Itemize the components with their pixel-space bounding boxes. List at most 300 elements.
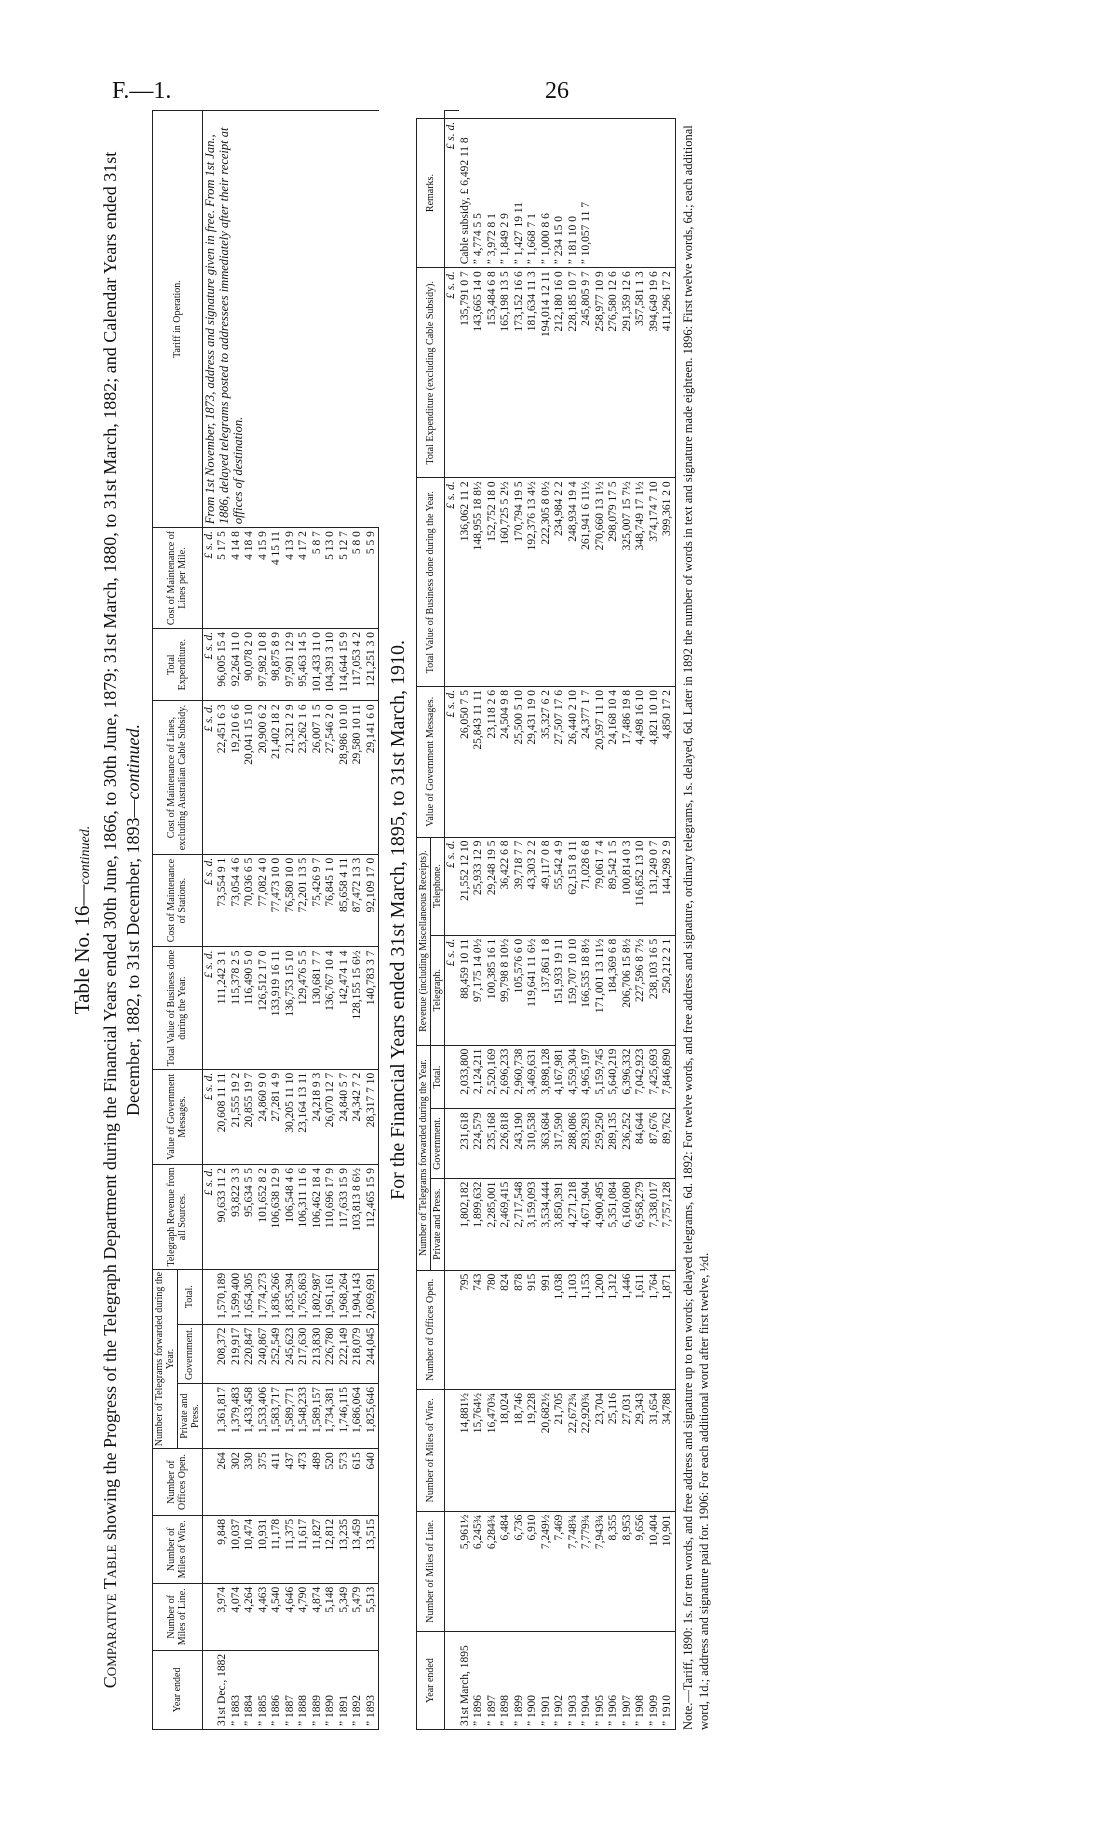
remark-cell: ” 181 10 0	[567, 118, 581, 267]
table-cell: 73,554 9 1	[216, 854, 230, 947]
table-cell: 6,958,279	[634, 1178, 648, 1270]
table-cell: ” 1890	[324, 1650, 338, 1729]
col-telegrams-group: Number of Telegrams forwarded during the Year.	[152, 1269, 177, 1448]
remark-cell: ” 1,849 2 9	[499, 118, 513, 267]
table-cell: 411	[270, 1449, 284, 1516]
table-cell: 170,794 19 5	[513, 478, 527, 687]
table-cell: 4,264	[243, 1583, 257, 1650]
table-cell: 114,644 15 9	[338, 628, 352, 700]
table-cell: 374,174 7 10	[648, 478, 662, 687]
table-cell: 248,934 19 4	[567, 478, 581, 687]
table-cell: 1,589,157	[311, 1384, 325, 1449]
table-cell: 226,780	[324, 1324, 338, 1383]
table-cell: ” 1897	[486, 1632, 500, 1730]
table-cell: 2,069,691	[365, 1269, 379, 1324]
table-cell: 473	[297, 1449, 311, 1516]
table-cell: 34,788	[661, 1389, 675, 1511]
table-cell: 84,644	[634, 1109, 648, 1178]
table-row	[513, 111, 527, 1730]
table-cell: 217,630	[297, 1324, 311, 1383]
table-cell: 22,672¾	[567, 1389, 581, 1511]
table-cell: 4,646	[284, 1583, 298, 1650]
table-row	[553, 111, 567, 1730]
table-cell: 244,045	[365, 1324, 379, 1383]
table-cell: 227,596 8 7½	[634, 935, 648, 1045]
table-cell: 4,821 10 10	[648, 687, 662, 837]
table-cell: 95,634 5 5	[243, 1164, 257, 1269]
table-cell: 27,031	[621, 1389, 635, 1511]
table-cell: 173,152 16 6	[513, 268, 527, 478]
table-cell: 111,242 3 1	[216, 947, 230, 1069]
col-business: Total Value of Business done during the Year.	[152, 947, 202, 1069]
table-cell: 6,284¾	[486, 1511, 500, 1631]
table-cell: 915	[526, 1270, 540, 1389]
table-cell: 194,014 12 11	[540, 268, 554, 478]
table-cell: 73,054 4 6	[230, 854, 244, 947]
table-cell: 36,422 6 8	[499, 837, 513, 935]
table-cell: 2,717,548	[513, 1178, 527, 1270]
table-cell: 264	[216, 1449, 230, 1516]
table-cell: 19,210 6 6	[230, 701, 244, 854]
table-cell: ” 1904	[580, 1632, 594, 1730]
table-cell: 20,900 6 2	[257, 701, 271, 854]
table-title-suffix: continued.	[123, 724, 144, 800]
blank-cell	[202, 1650, 216, 1729]
table-cell: 1,533,406	[257, 1384, 271, 1449]
col-private: Private and Press.	[177, 1384, 202, 1449]
table-cell: 76,845 1 0	[324, 854, 338, 947]
blank-cell	[202, 1449, 216, 1516]
blank-cell	[202, 1324, 216, 1383]
table-cell: 4 17 2	[297, 528, 311, 629]
table-cell: 23,262 1 6	[297, 701, 311, 854]
table-cell: 101,433 11 0	[311, 628, 325, 700]
table-cell: 27,281 4 9	[270, 1069, 284, 1164]
table-cell: ” 1896	[472, 1632, 486, 1730]
col-total: Total.	[431, 1045, 445, 1109]
table-cell: 85,658 4 11	[338, 854, 352, 947]
table-cell: 30,205 11 10	[284, 1069, 298, 1164]
remark-cell: ” 4,774 5 5	[472, 118, 486, 267]
table-cell: 7,757,128	[661, 1178, 675, 1270]
table-cell: 615	[351, 1449, 365, 1516]
col-telephone: Telephone.	[431, 837, 445, 935]
table-cell: 136,767 10 4	[324, 947, 338, 1069]
table-cell: 1,654,305	[243, 1269, 257, 1324]
table-cell: 77,082 4 0	[257, 854, 271, 947]
table-cell: 1,825,646	[365, 1384, 379, 1449]
table-cell: 24,218 9 3	[311, 1069, 325, 1164]
table-cell: 137,861 1 8	[540, 935, 554, 1045]
table-cell: ” 1900	[526, 1632, 540, 1730]
table-cell: 89,542 1 5	[607, 837, 621, 935]
table-cell: 302	[230, 1449, 244, 1516]
table-cell: 112,465 15 9	[365, 1164, 379, 1269]
table-cell: 6,736	[513, 1511, 527, 1631]
table-cell: 245,805 9 7	[580, 268, 594, 478]
table-cell: 261,941 6 11½	[580, 478, 594, 687]
table-cell: 1,835,394	[284, 1269, 298, 1324]
table-cell: 103,813 8 6½	[351, 1164, 365, 1269]
col-business: Total Value of Business done during the Year.	[417, 478, 445, 687]
table-cell: 7,425,693	[648, 1045, 662, 1109]
table-cell: 27,546 2 0	[324, 701, 338, 854]
table-row	[661, 111, 675, 1730]
table-cell: 20,597 11 10	[594, 687, 608, 837]
table-cell: 1,570,189	[216, 1269, 230, 1324]
table-cell: ” 1891	[338, 1650, 352, 1729]
table-cell: 236,252	[621, 1109, 635, 1178]
table-cell: 20,041 15 10	[243, 701, 257, 854]
table-cell: 31st Dec., 1882	[216, 1650, 230, 1729]
table-cell: 4,874	[311, 1583, 325, 1650]
table-cell: 39,718 7 7	[513, 837, 527, 935]
table-cell: 24,504 9 8	[499, 687, 513, 837]
table-cell: 2,124,211	[472, 1045, 486, 1109]
table-cell: 5,148	[324, 1583, 338, 1650]
table-row	[580, 111, 594, 1730]
table-cell: 101,652 8 2	[257, 1164, 271, 1269]
table-cell: 212,180 16 0	[553, 268, 567, 478]
table-cell: 7,846,890	[661, 1045, 675, 1109]
table-cell: 7,779¾	[580, 1511, 594, 1631]
table-cell: 238,103 16 5	[648, 935, 662, 1045]
table-cell: 25,843 11 11	[472, 687, 486, 837]
remark-cell	[648, 118, 662, 267]
blank-cell	[445, 1178, 459, 1270]
table-cell: 88,459 10 11	[459, 935, 473, 1045]
table-cell: 1,961,161	[324, 1269, 338, 1324]
telegraph-table-1895-1910	[416, 110, 676, 1730]
table-cell: 234,984 2 2	[553, 478, 567, 687]
table-cell: 92,264 11 0	[230, 628, 244, 700]
table-cell: 192,376 13 4½	[526, 478, 540, 687]
table-cell: 98,875 8 9	[270, 628, 284, 700]
table-cell: 159,707 10 10	[567, 935, 581, 1045]
table-cell: 26,050 7 5	[459, 687, 473, 837]
unit-label: £ s. d.	[202, 1164, 216, 1269]
col-gov-value: Value of Government Messages.	[152, 1069, 202, 1164]
blank-cell	[445, 1632, 459, 1730]
table-cell: 2,285,001	[486, 1178, 500, 1270]
table-cell: 8,953	[621, 1511, 635, 1631]
table-cell: 136,062 11 2	[459, 478, 473, 687]
table-cell: 5 5 9	[365, 528, 379, 629]
table-cell: 7,338,017	[648, 1178, 662, 1270]
table-cell: 2,960,738	[513, 1045, 527, 1109]
table-cell: 218,079	[351, 1324, 365, 1383]
unit-label: £ s. d.	[202, 628, 216, 700]
table-cell: 70,036 6 5	[243, 854, 257, 947]
table-cell: 142,474 1 4	[338, 947, 352, 1069]
table-cell: 23,164 13 11	[297, 1069, 311, 1164]
table-cell: 4,559,304	[567, 1045, 581, 1109]
table-cell: 1,871	[661, 1270, 675, 1389]
table-cell: ” 1889	[311, 1650, 325, 1729]
table-cell: ” 1905	[594, 1632, 608, 1730]
table-cell: 43,303 2 2	[526, 837, 540, 935]
table-cell: 26,440 2 10	[567, 687, 581, 837]
table-cell: ” 1909	[648, 1632, 662, 1730]
table-cell: 5,159,745	[594, 1045, 608, 1109]
remark-cell: Cable subsidy, £ 6,492 11 8	[459, 118, 473, 267]
table-cell: 21,402 18 2	[270, 701, 284, 854]
table-cell: 1,904,143	[351, 1269, 365, 1324]
table-cell: 106,638 12 9	[270, 1164, 284, 1269]
table-cell: 1,038	[553, 1270, 567, 1389]
table-cell: 133,919 16 11	[270, 947, 284, 1069]
table-cell: 1,774,273	[257, 1269, 271, 1324]
table-cell: 206,706 15 8½	[621, 935, 635, 1045]
table-cell: 4,671,904	[580, 1178, 594, 1270]
table-row	[594, 111, 608, 1730]
table-cell: 6,160,080	[621, 1178, 635, 1270]
table-cell: 76,580 10 0	[284, 854, 298, 947]
table-cell: 13,459	[351, 1515, 365, 1583]
table-cell: 243,190	[513, 1109, 527, 1178]
remark-cell	[621, 118, 635, 267]
table-cell: 219,917	[230, 1324, 244, 1383]
remark-cell: ” 10,057 11 7	[580, 118, 594, 267]
unit-label: £ s. d.	[202, 947, 216, 1069]
table-cell: 29,141 6 0	[365, 701, 379, 854]
table-cell: 1,765,863	[297, 1269, 311, 1324]
table-number: Table No. 16—continued.	[70, 825, 94, 1015]
table-cell: 1,734,381	[324, 1384, 338, 1449]
table-title-lead: Comparative Table	[100, 1544, 120, 1689]
table-cell: 222,149	[338, 1324, 352, 1383]
table-cell: 153,484 6 8	[486, 268, 500, 478]
table-cell: 10,901	[661, 1511, 675, 1631]
blank-cell	[202, 1269, 216, 1324]
table-cell: 6,910	[526, 1511, 540, 1631]
col-total: Total.	[177, 1269, 202, 1324]
col-lines: Cost of Maintenance of Lines, excluding Australian Cable Subsidy.	[152, 701, 202, 854]
table-cell: 824	[499, 1270, 513, 1389]
table-cell: 4 14 8	[230, 528, 244, 629]
table-cell: 5 13 0	[324, 528, 338, 629]
table-cell: 71,028 6 8	[580, 837, 594, 935]
table-cell: 1,611	[634, 1270, 648, 1389]
table-cell: 3,974	[216, 1583, 230, 1650]
table-cell: 1,548,233	[297, 1384, 311, 1449]
table-cell: 1,836,266	[270, 1269, 284, 1324]
table-cell: 7,042,923	[634, 1045, 648, 1109]
table-cell: 21,321 2 9	[284, 701, 298, 854]
unit-label: £ s. d.	[202, 701, 216, 854]
table-cell: 330	[243, 1449, 257, 1516]
col-offices: Number of Offices Open.	[152, 1449, 202, 1516]
table-cell: 135,791 0 7	[459, 268, 473, 478]
table-cell: 4,900,495	[594, 1178, 608, 1270]
table-cell: 240,867	[257, 1324, 271, 1383]
table-cell: 29,431 19 0	[526, 687, 540, 837]
table-cell: ” 1907	[621, 1632, 635, 1730]
blank-cell	[445, 1389, 459, 1511]
table-cell: 90,633 11 2	[216, 1164, 230, 1269]
table-cell: 23,704	[594, 1389, 608, 1511]
col-miles-wire: Number of Miles of Wire.	[152, 1515, 202, 1583]
table-cell: 27,507 17 6	[553, 687, 567, 837]
table-cell: 29,580 10 11	[351, 701, 365, 854]
table-cell: 8,355	[607, 1511, 621, 1631]
footnote: Note.—Tariff, 1890: 1s. for ten words, and free address and signature up to ten words; delayed telegrams, 6d. 1892: For twelve words, and free address and signature, ordinary telegrams, 1s. delayed, 6d. Later in 1892 the number of words in text and signature made eighteen. 1896: First twelve words, 6d.; each additional word, 1d.; address and signature paid for. 1906: For each additional word after first twelve, ½d.	[680, 125, 712, 1730]
unit-label: £ s. d.	[445, 687, 459, 837]
table-cell: 5 8 7	[311, 528, 325, 629]
table-cell: 16,470¾	[486, 1389, 500, 1511]
unit-label: £ s. d.	[445, 118, 459, 267]
table-cell: 171,001 13 11½	[594, 935, 608, 1045]
remark-cell	[661, 118, 675, 267]
col-miles-line: Number of Miles of Line.	[417, 1511, 445, 1631]
table-cell: 288,086	[567, 1109, 581, 1178]
table-cell: 4 18 4	[243, 528, 257, 629]
table-cell: 29,343	[634, 1389, 648, 1511]
table-cell: 213,830	[311, 1324, 325, 1383]
table-cell: 117,633 15 9	[338, 1164, 352, 1269]
table-cell: 105,576 6 0	[513, 935, 527, 1045]
table-cell: 96,005 15 4	[216, 628, 230, 700]
table-cell: 93,822 3 3	[230, 1164, 244, 1269]
blank-cell	[445, 1270, 459, 1389]
table-cell: 7,469	[553, 1511, 567, 1631]
table-cell: 363,684	[540, 1109, 554, 1178]
page-number: 26	[545, 78, 569, 104]
table-cell: 10,404	[648, 1511, 662, 1631]
unit-label: £ s. d.	[202, 528, 216, 629]
table-cell: 24,168 10 4	[607, 687, 621, 837]
table-cell: 22,451 6 3	[216, 701, 230, 854]
table-cell: 116,490 5 0	[243, 947, 257, 1069]
table-cell: 3,159,093	[526, 1178, 540, 1270]
table-cell: 62,151 8 11	[567, 837, 581, 935]
table-cell: 4,074	[230, 1583, 244, 1650]
table-cell: 143,665 14 0	[472, 268, 486, 478]
table-cell: 231,618	[459, 1109, 473, 1178]
table-cell: 166,535 18 8½	[580, 935, 594, 1045]
table-cell: 15,764½	[472, 1389, 486, 1511]
table-cell: 90,078 2 0	[243, 628, 257, 700]
table-cell: 18,024	[499, 1389, 513, 1511]
col-gov-value: Value of Government Messages.	[417, 687, 445, 837]
table-cell: 29,248 19 5	[486, 837, 500, 935]
table-cell: 21,552 12 10	[459, 837, 473, 935]
remark-cell: ” 1,000 8 6	[540, 118, 554, 267]
table-cell: 106,548 4 6	[284, 1164, 298, 1269]
table-cell: ” 1906	[607, 1632, 621, 1730]
table-row	[607, 111, 621, 1730]
table-cell: 10,474	[243, 1515, 257, 1583]
table-cell: 100,385 16 1	[486, 935, 500, 1045]
table-cell: 4,498 16 10	[634, 687, 648, 837]
table-cell: ” 1883	[230, 1650, 244, 1729]
table-cell: 258,977 10 9	[594, 268, 608, 478]
table-cell: 743	[472, 1270, 486, 1389]
table-cell: 20,682½	[540, 1389, 554, 1511]
col-tariff: Tariff in Operation.	[152, 111, 202, 528]
table-cell: 49,117 0 8	[540, 837, 554, 935]
blank-cell	[445, 1045, 459, 1109]
table-cell: 399,361 2 0	[661, 478, 675, 687]
table-cell: 119,641 11 6½	[526, 935, 540, 1045]
blank-cell	[202, 1515, 216, 1583]
table-cell: 573	[338, 1449, 352, 1516]
table-cell: 1,200	[594, 1270, 608, 1389]
table-cell: 10,037	[230, 1515, 244, 1583]
table-cell: 1,361,817	[216, 1384, 230, 1449]
table-cell: 3,898,128	[540, 1045, 554, 1109]
table-cell: 3,469,631	[526, 1045, 540, 1109]
table-cell: 20,855 19 7	[243, 1069, 257, 1164]
table-row	[526, 111, 540, 1730]
col-telegraph: Telegraph.	[431, 935, 445, 1045]
table-title-text: showing the Progress of the Telegraph Department during the Financial Years ended 30th June, 1866, to 30th June, 1879; 31st March, 1880, to 31st March, 1882; and Calendar Years ended 31st December, 1882, to 31st December, 1893—	[100, 151, 144, 1540]
table-row	[540, 111, 554, 1730]
table-cell: 129,476 5 5	[297, 947, 311, 1069]
table-cell: 11,178	[270, 1515, 284, 1583]
table-cell: 97,901 12 9	[284, 628, 298, 700]
table-cell: 104,391 3 10	[324, 628, 338, 700]
table-cell: 4,965,197	[580, 1045, 594, 1109]
table-cell: 235,168	[486, 1109, 500, 1178]
table-cell: ” 1903	[567, 1632, 581, 1730]
table-cell: 259,250	[594, 1109, 608, 1178]
table-cell: 1,103	[567, 1270, 581, 1389]
table-cell: 228,185 10 7	[567, 268, 581, 478]
table-cell: 140,783 3 7	[365, 947, 379, 1069]
table-cell: 24,840 5 7	[338, 1069, 352, 1164]
table-cell: 72,201 13 5	[297, 854, 311, 947]
col-government: Government.	[177, 1324, 202, 1383]
table-cell: 115,378 2 5	[230, 947, 244, 1069]
table-title	[99, 120, 146, 1720]
blank-cell	[202, 1384, 216, 1449]
remark-cell	[594, 118, 608, 267]
table-cell: ” 1887	[284, 1650, 298, 1729]
table-cell: 4,463	[257, 1583, 271, 1650]
table-cell: 348,749 17 1½	[634, 478, 648, 687]
table-cell: 21,705	[553, 1389, 567, 1511]
table-cell: 1,153	[580, 1270, 594, 1389]
table-cell: 97,982 10 8	[257, 628, 271, 700]
table-cell: ” 1901	[540, 1632, 554, 1730]
table-cell: 325,007 15 7½	[621, 478, 635, 687]
table-cell: 437	[284, 1449, 298, 1516]
tariff-text: From 1st November, 1873, address and signature given in free. From 1st Jan., 1886, delayed telegrams posted to addressees immediately after their receipt at offices of destination.	[202, 111, 379, 528]
table-cell: 87,676	[648, 1109, 662, 1178]
remark-cell	[607, 118, 621, 267]
remark-cell: ” 3,972 8 1	[486, 118, 500, 267]
table-row	[621, 111, 635, 1730]
table-cell: 10,931	[257, 1515, 271, 1583]
col-revenue-group: Revenue (including Miscellaneous Receipts).	[417, 837, 431, 1045]
table-row	[472, 111, 486, 1730]
table-cell: 24,377 1 7	[580, 687, 594, 837]
blank-cell	[202, 1583, 216, 1650]
table-cell: 520	[324, 1449, 338, 1516]
col-year: Year ended	[152, 1650, 202, 1729]
table-cell: 226,818	[499, 1109, 513, 1178]
table-cell: 5,513	[365, 1583, 379, 1650]
table-cell: 117,053 4 2	[351, 628, 365, 700]
unit-label: £ s. d.	[445, 478, 459, 687]
section-2-title: For the Financial Years ended 31st March, 1895, to 31st March, 1910.	[387, 640, 410, 1200]
table-row	[634, 111, 648, 1730]
table-cell: 9,656	[634, 1511, 648, 1631]
table-cell: 3,850,391	[553, 1178, 567, 1270]
table-cell: 1,312	[607, 1270, 621, 1389]
table-cell: 5,351,084	[607, 1178, 621, 1270]
